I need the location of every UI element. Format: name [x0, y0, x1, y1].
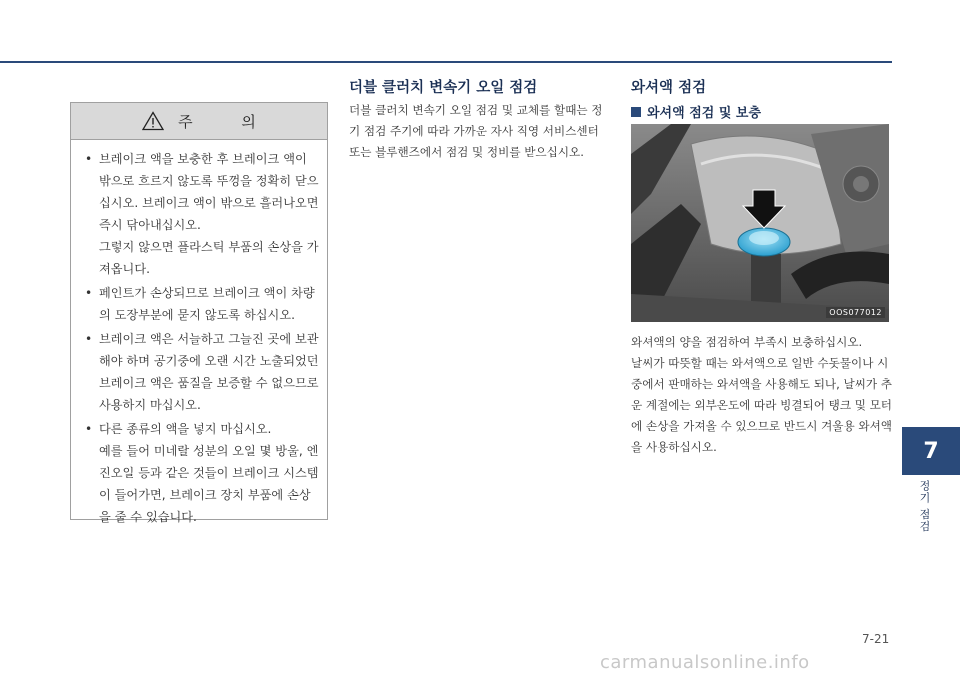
caution-item	[85, 282, 319, 326]
washer-reservoir-illustration	[631, 124, 889, 322]
caution-title: 주 의	[178, 112, 278, 131]
caution-list	[71, 140, 327, 528]
caution-paragraph: 예를 들어 미네랄 성분의 오일 몇 방울, 엔진오일 등과 같은 것들이 브레이크 시스템이 들어가면, 브레이크 장치 부품에 손상을 줄 수 있습니다.	[99, 444, 319, 524]
washer-subtitle-text: 와셔액 점검 및 보충	[647, 106, 762, 121]
caution-item	[85, 328, 319, 416]
caution-paragraph: 페인트가 손상되므로 브레이크 액이 차량의 도장부분에 묻지 않도록 하십시오.	[99, 286, 315, 322]
engine-bay-photo	[631, 124, 889, 322]
caution-item	[85, 148, 319, 280]
chapter-tab[interactable]: 7	[902, 427, 960, 475]
clutch-oil-title: 더블 클러치 변속기 오일 점검	[349, 80, 538, 96]
washer-paragraph: 와셔액의 양을 점검하여 부족시 보충하십시오.	[631, 335, 863, 349]
chapter-label: 정기 점검	[918, 480, 931, 533]
image-code-label: OOS077012	[826, 307, 885, 318]
caution-paragraph: 브레이크 액을 보충한 후 브레이크 액이 밖으로 흐르지 않도록 뚜껑을 정확히 닫으십시오. 브레이크 액이 밖으로 흘러나오면 즉시 닦아내십시오.	[99, 152, 319, 232]
caution-item	[85, 418, 319, 528]
bullet-icon: •	[85, 332, 93, 346]
caution-box	[70, 102, 328, 524]
clutch-oil-text: 더블 클러치 변속기 오일 점검 및 교체를 할때는 정기 점검 주기에 따라 가까운 자사 직영 서비스센터 또는 블루핸즈에서 점검 및 정비를 받으십시오.	[349, 103, 603, 159]
header-rule	[0, 61, 892, 63]
bullet-icon: •	[85, 152, 93, 166]
warning-triangle-icon	[142, 111, 164, 131]
caution-paragraph: 다른 종류의 액을 넣지 마십시오.	[99, 422, 272, 436]
square-bullet-icon	[631, 107, 641, 117]
caution-paragraph: 그렇지 않으면 플라스틱 부품의 손상을 가져옵니다.	[99, 240, 319, 276]
washer-subtitle	[631, 102, 761, 121]
washer-paragraph: 날씨가 따뜻할 때는 와셔액으로 일반 수돗물이나 시중에서 판매하는 와셔액을 사용해도 되나, 날씨가 추운 계절에는 외부온도에 따라 빙결되어 탱크 및 모터에 손상을 가져올 수 있으므로 반드시 겨울용 와셔액을 사용하십시오.	[631, 356, 892, 454]
caution-header	[71, 103, 327, 140]
bullet-icon: •	[85, 286, 93, 300]
washer-title: 와셔액 점검	[631, 80, 707, 96]
caution-paragraph: 브레이크 액은 서늘하고 그늘진 곳에 보관해야 하며 공기중에 오랜 시간 노출되었던 브레이크 액은 품질을 보증할 수 없으므로 사용하지 마십시오.	[99, 332, 319, 412]
bullet-icon: •	[85, 422, 93, 436]
watermark: carmanualsonline.info	[600, 652, 810, 673]
page-number: 7-21	[862, 632, 890, 646]
washer-text	[631, 332, 893, 458]
